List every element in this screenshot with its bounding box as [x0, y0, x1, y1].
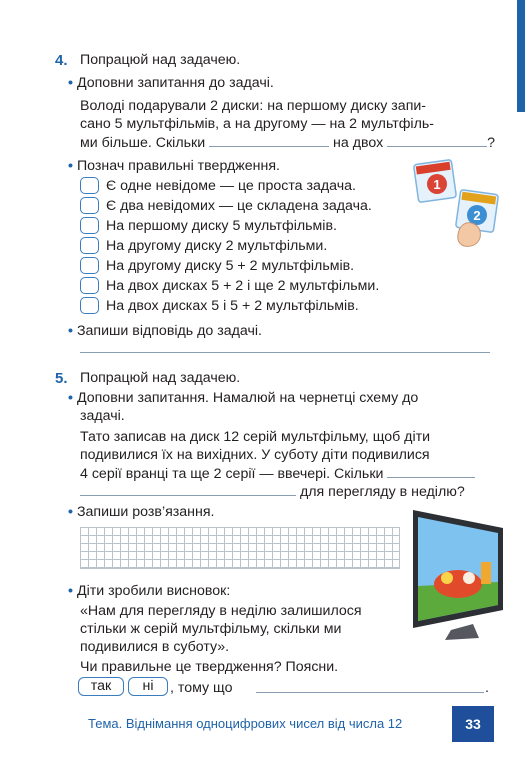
bullet-icon: • — [68, 390, 73, 406]
statement-checkbox-7[interactable] — [80, 297, 99, 314]
task-5-bullet-complete-question: • Доповни запитання. Намалюй на чернетці схему до — [68, 390, 419, 406]
task-5-title: Попрацюй над задачею. — [80, 370, 241, 386]
task-5-bullet-conclusion: • Діти зробили висновок: — [68, 583, 231, 599]
explanation-end-dot: . — [485, 680, 489, 696]
question-blank-3[interactable] — [387, 464, 475, 478]
statement-text-4: На другому диску 2 мультфільми. — [106, 238, 328, 254]
statement-text-1: Є одне невідоме — це проста задача. — [106, 178, 356, 194]
task-4-problem-line-3: ми більше. Скільки на двох ? — [80, 135, 496, 151]
task-5-problem-line-4: для перегляду в неділю? — [80, 482, 465, 501]
statement-text-3: На першому диску 5 мультфільмів. — [106, 218, 337, 234]
statement-text-7: На двох дисках 5 і 5 + 2 мультфільмів. — [106, 298, 359, 314]
task-5-problem-line-1: Тато записав на диск 12 серій мультфільму, щоб діти — [80, 429, 431, 445]
disc-1-icon — [414, 160, 457, 203]
statement-checkbox-4[interactable] — [80, 237, 99, 254]
task-4-bullet-complete-question: • Доповни запитання до задачі. — [68, 75, 274, 91]
question-blank-2[interactable] — [387, 133, 487, 147]
statement-checkbox-2[interactable] — [80, 197, 99, 214]
task-5-bullet-line-2: задачі. — [80, 408, 125, 424]
page-number-badge: 33 — [452, 706, 494, 742]
task-5-problem-line-2: подивилися їх на вихідних. У суботу діти подивилися — [80, 447, 430, 463]
statement-checkbox-3[interactable] — [80, 217, 99, 234]
because-label: , тому що — [170, 680, 233, 696]
task-5-number: 5. — [55, 370, 68, 387]
task-4-number: 4. — [55, 52, 68, 69]
task-4-bullet-write-answer: • Запиши відповідь до задачі. — [68, 323, 262, 339]
task-4-bullet-mark-statements: • Познач правильні твердження. — [68, 158, 280, 174]
task-5-problem-line-3: 4 серії вранці та ще 2 серії — ввечері. Скільки — [80, 464, 475, 483]
bullet-icon: • — [68, 158, 73, 174]
bullet-icon: • — [68, 75, 73, 91]
tv-stand — [445, 624, 479, 640]
cartoon-discs-illustration — [400, 158, 510, 254]
statement-checkbox-1[interactable] — [80, 177, 99, 194]
statement-text-5: На другому диску 5 + 2 мультфільмів. — [106, 258, 355, 274]
bullet-icon: • — [68, 323, 73, 339]
question-blank-1[interactable] — [209, 133, 329, 147]
statement-checkbox-5[interactable] — [80, 257, 99, 274]
statement-text-2: Є два невідомих — це складена задача. — [106, 198, 372, 214]
quote-line-1: «Нам для перегляду в неділю залишилося — [80, 603, 362, 619]
side-tab-marker — [517, 0, 525, 112]
bullet-icon: • — [68, 504, 73, 520]
option-yes-button[interactable]: так — [78, 677, 124, 696]
question-text: Чи правильне це твердження? Поясни. — [80, 659, 339, 675]
hand-icon — [458, 223, 481, 247]
explanation-line[interactable] — [256, 692, 484, 693]
tv-illustration — [403, 506, 515, 642]
quote-line-2: стільки ж серій мультфільму, скільки ми — [80, 621, 342, 637]
task-4-problem-line-2: сано 5 мультфільмів, а на другому — на 2 мультфіль- — [80, 116, 434, 132]
bullet-icon: • — [68, 583, 73, 599]
svg-text:1: 1 — [433, 177, 441, 192]
statement-text-6: На двох дисках 5 + 2 і ще 2 мультфільми. — [106, 278, 380, 294]
footer-topic: Тема. Віднімання одноцифрових чисел від числа 12 — [88, 716, 403, 731]
task-4-problem-line-1: Володі подарували 2 диски: на першому диску запи- — [80, 98, 427, 114]
statement-checkbox-6[interactable] — [80, 277, 99, 294]
question-blank-4[interactable] — [80, 482, 296, 496]
solution-grid[interactable] — [80, 527, 400, 569]
svg-text:2: 2 — [473, 208, 481, 223]
quote-line-3: подивилися в суботу». — [80, 639, 230, 655]
task-4-answer-line[interactable] — [80, 352, 490, 353]
task-4-title: Попрацюй над задачею. — [80, 52, 241, 68]
task-5-bullet-write-solution: • Запиши розв’язання. — [68, 504, 215, 520]
option-no-button[interactable]: ні — [128, 677, 168, 696]
